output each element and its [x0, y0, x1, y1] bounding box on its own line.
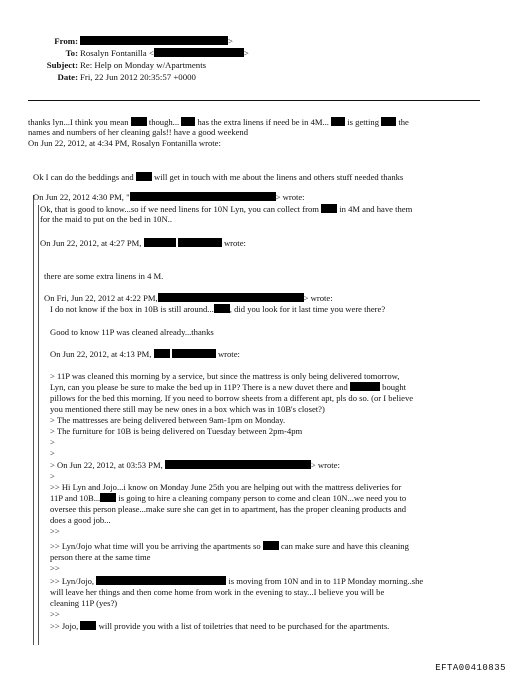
- to-value: Rosalyn Fontanilla <: [80, 48, 154, 58]
- redaction: [331, 117, 345, 126]
- body-line: >: [50, 471, 55, 481]
- body-line: for the maid to put on the bed in 10N..: [40, 214, 172, 224]
- body-line: thanks lyn...I think you mean though... has the extra linens if need be in 4M... is getting the: [28, 117, 409, 127]
- body-line: On Jun 22, 2012, at 4:27 PM, wrote:: [40, 238, 246, 248]
- redaction: [321, 204, 337, 213]
- to-tail: >: [243, 48, 249, 58]
- body-line: >> Lyn/Jojo what time will you be arriving the apartments so can make sure and have this cleaning: [50, 541, 409, 551]
- body-line: oversee this person please...make sure she can get in to apartment, has the proper cleaning products and: [50, 504, 407, 514]
- redaction: [381, 117, 396, 126]
- redaction: [178, 238, 222, 247]
- redaction: [80, 36, 228, 45]
- body-line: will leave her things and then come home from work in the evening to stay...I believe you will be: [50, 587, 385, 597]
- from-label: From:: [54, 36, 78, 46]
- date-label: Date:: [57, 72, 78, 82]
- body-line: does a good job...: [50, 515, 111, 525]
- quote-bar: [33, 195, 34, 645]
- body-line: On Jun 22, 2012 4:30 PM, " > wrote:: [33, 192, 305, 202]
- redaction: [263, 541, 279, 550]
- redaction: [100, 493, 116, 502]
- body-line: there are some extra linens in 4 M.: [44, 271, 164, 281]
- subject-value: Re: Help on Monday w/Apartments: [80, 60, 207, 70]
- body-line: you mentioned there still may be new ones in a box which was in 10B's closet?): [50, 404, 325, 414]
- redaction: [214, 304, 230, 313]
- body-line: On Jun 22, 2012, at 4:34 PM, Rosalyn Fontanilla wrote:: [28, 138, 221, 148]
- body-line: On Fri, Jun 22, 2012 at 4:22 PM, > wrote:: [44, 293, 333, 303]
- redaction: [350, 382, 380, 391]
- redaction: [136, 172, 152, 181]
- body-line: >> Hi Lyn and Jojo...i know on Monday June 25th you are helping out with the mattress deliveries for: [50, 482, 402, 492]
- redaction: [154, 349, 170, 358]
- body-line: I do not know if the box in 10B is still around... , did you look for it last time you were there?: [50, 304, 386, 314]
- subject-label: Subject:: [46, 60, 78, 70]
- body-line: Good to know 11P was cleaned already...thanks: [50, 327, 214, 337]
- body-line: Ok I can do the beddings and will get in touch with me about the linens and others stuff needed thanks: [33, 172, 404, 182]
- body-line: names and numbers of her cleaning gals!! have a good weekend: [28, 127, 249, 137]
- to-label: To:: [65, 48, 78, 58]
- redaction: [144, 238, 176, 247]
- body-line: 11P and 10B... is going to hire a cleaning company person to come and clean 10N...we need you to: [50, 493, 407, 503]
- body-line: Lyn, can you please be sure to make the bed up in 11P? There is a new duvet there and bought: [50, 382, 407, 392]
- redaction: [181, 117, 195, 126]
- redaction: [96, 576, 226, 585]
- body-line: >> Jojo, will provide you with a list of toiletries that need to be purchased for the apartments.: [50, 621, 390, 631]
- body-line: Ok, that is good to know...so if we need linens for 10N Lyn, you can collect from in 4M and have them: [40, 204, 413, 214]
- body-line: > 11P was cleaned this morning by a service, but since the mattress is only being delivered tomorrow,: [50, 371, 400, 381]
- body-line: >: [50, 437, 55, 447]
- body-line: >> Lyn/Jojo, is moving from 10N and in to 11P Monday morning..she: [50, 576, 424, 586]
- date-value: Fri, 22 Jun 2012 20:35:57 +0000: [80, 72, 196, 82]
- body-line: cleaning 11P (yes?): [50, 598, 118, 608]
- body-line: > On Jun 22, 2012, at 03:53 PM, > wrote:: [50, 460, 340, 470]
- body-line: > The mattresses are being delivered between 9am-1pm on Monday.: [50, 415, 286, 425]
- body-line: >>: [50, 563, 60, 573]
- body-line: >>: [50, 526, 60, 536]
- body-line: person there at the same time: [50, 552, 151, 562]
- body-line: On Jun 22, 2012, at 4:13 PM, wrote:: [50, 349, 240, 359]
- document-id: EFTA00410835: [435, 663, 506, 673]
- redaction: [130, 192, 276, 201]
- from-tail: >: [228, 36, 233, 46]
- redaction: [158, 293, 304, 302]
- redaction: [80, 621, 96, 630]
- redaction: [172, 349, 216, 358]
- redaction: [165, 460, 311, 469]
- body-line: >>: [50, 609, 60, 619]
- redaction: [154, 48, 244, 57]
- body-line: pillows for the bed this morning. If you need to borrow sheets from a different apt, pls do so. (or I believe: [50, 393, 414, 403]
- header-divider: [28, 100, 480, 101]
- quote-bar: [38, 205, 39, 645]
- body-line: >: [50, 448, 55, 458]
- redaction: [131, 117, 147, 126]
- body-line: > The furniture for 10B is being delivered on Tuesday between 2pm-4pm: [50, 426, 303, 436]
